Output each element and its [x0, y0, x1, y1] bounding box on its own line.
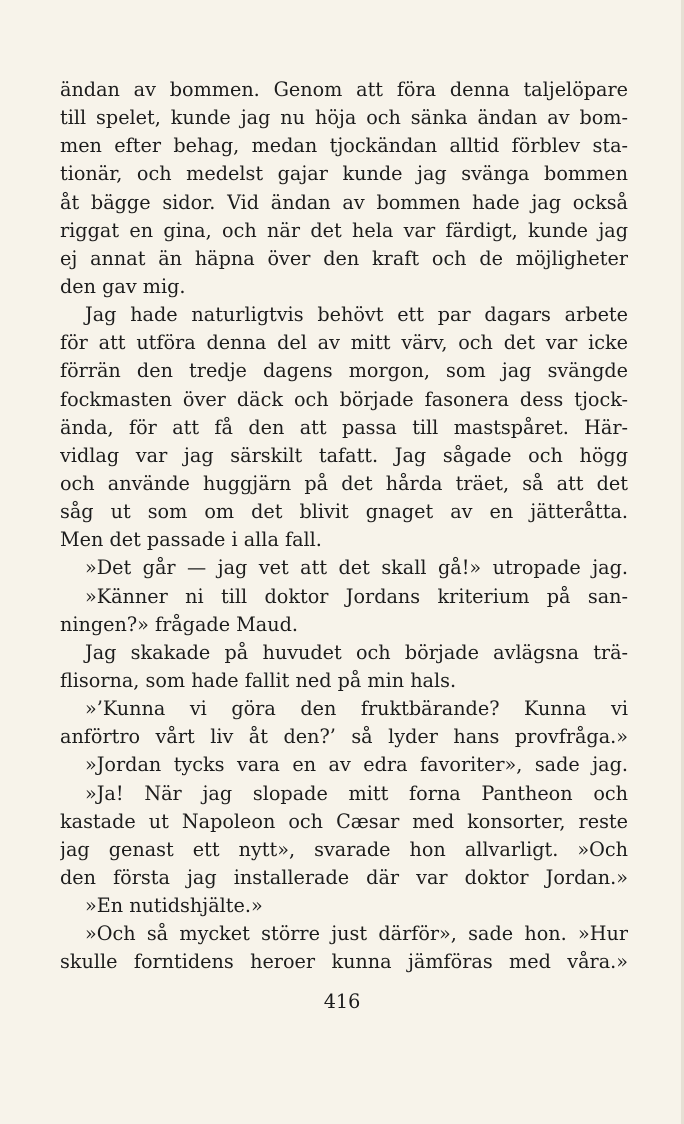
text-line: ningen?» frågade Maud. [60, 612, 298, 636]
text-line: »Jordan tycks vara en av edra favoriter», sade jag. [85, 753, 628, 777]
text-line: »En nutidshjälte.» [85, 894, 263, 918]
text-line: men efter behag, medan tjockändan alltid förblev sta- [60, 134, 628, 158]
body-text [60, 76, 628, 977]
text-line: till spelet, kunde jag nu höja och sänka ändan av bom- [60, 106, 628, 130]
text-line: skulle forntidens heroer kunna jämföras med våra.» [60, 950, 628, 974]
text-line: förrän den tredje dagens morgon, som jag svängde [60, 359, 628, 383]
text-line: såg ut som om det blivit gnaget av en jätteråtta. [60, 500, 628, 524]
text-line: den gav mig. [60, 274, 186, 298]
text-line: åt bägge sidor. Vid ändan av bommen hade jag också [60, 190, 628, 214]
text-line: ändan av bommen. Genom att föra denna taljelöpare [60, 78, 628, 101]
text-line: för att utföra denna del av mitt värv, och det var icke [60, 331, 628, 355]
text-line: ända, för att få den att passa till mastspåret. Här- [60, 415, 628, 439]
text-line: ej annat än häpna över den kraft och de möjligheter [60, 246, 628, 270]
text-line: »Ja! När jag slopade mitt forna Pantheon och [85, 781, 628, 805]
text-line: flisorna, som hade fallit ned på min hals. [60, 668, 457, 692]
text-line: fockmasten över däck och började fasonera dess tjock- [60, 387, 628, 411]
text-line: »Känner ni till doktor Jordans kriterium på san- [85, 584, 628, 608]
text-line: »Och så mycket större just därför», sade hon. »Hur [85, 922, 628, 946]
text-line: tionär, och medelst gajar kunde jag svänga bommen [60, 162, 628, 186]
page-number: 416 [323, 990, 361, 1013]
text-line: vidlag var jag särskilt tafatt. Jag sågade och högg [60, 443, 628, 467]
text-line: och använde huggjärn på det hårda träet, så att det [60, 471, 628, 495]
text-line: Jag hade naturligtvis behövt ett par dagars arbete [85, 303, 628, 327]
text-line: jag genast ett nytt», svarade hon allvarligt. »Och [60, 837, 628, 861]
text-line: riggat en gina, och när det hela var färdigt, kunde jag [60, 218, 628, 242]
text-line: kastade ut Napoleon och Cæsar med konsorter, reste [60, 809, 628, 833]
text-line: Men det passade i alla fall. [60, 528, 322, 552]
text-line: anförtro vårt liv åt den?’ så lyder hans provfråga.» [60, 725, 628, 749]
text-line: »Det går — jag vet att det skall gå!» utropade jag. [85, 556, 628, 580]
text-line: »’Kunna vi göra den fruktbärande? Kunna vi [85, 697, 628, 721]
text-line: Jag skakade på huvudet och började avlägsna trä- [85, 640, 628, 664]
text-line: den första jag installerade där var doktor Jordan.» [60, 865, 628, 889]
